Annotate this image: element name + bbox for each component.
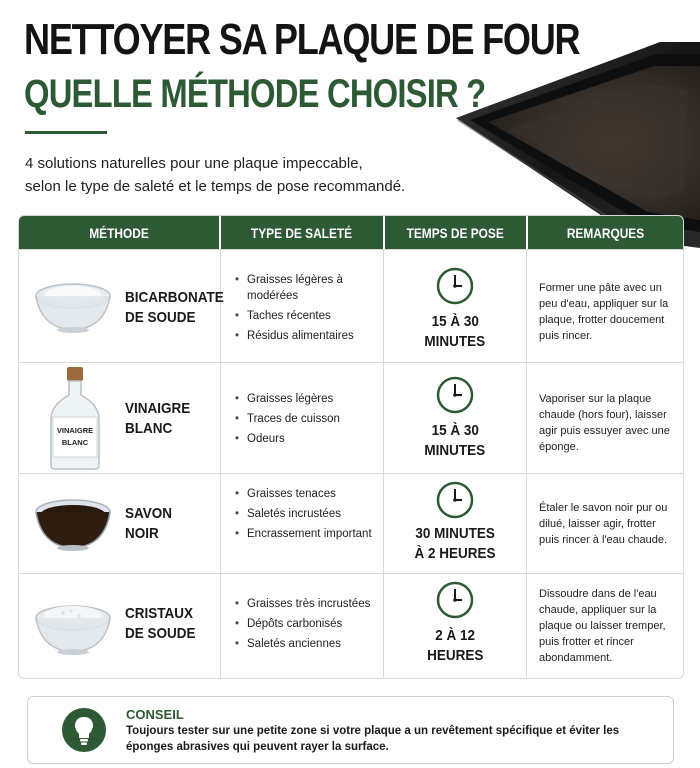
method-name: CRISTAUX DE SOUDE: [125, 605, 196, 642]
table-row: [19, 362, 683, 473]
header-methode: MÉTHODE: [19, 216, 221, 249]
list-item: • Graisses tenaces: [235, 486, 377, 502]
tip-box: [27, 696, 674, 764]
dirt-cell: [221, 363, 384, 473]
time-value: 15 À 30 MINUTES: [424, 313, 486, 350]
list-item: • Saletés incrustées: [235, 506, 377, 522]
remark-text: Former une pâte avec un peu d'eau, appliquer sur la plaque, frotter doucement puis rincer.: [539, 282, 669, 342]
time-value: 30 MINUTES À 2 HEURES: [414, 525, 496, 562]
dirt-list: [235, 272, 377, 348]
remark-cell: [527, 250, 683, 362]
time-cell: [384, 250, 527, 362]
remark-cell: [527, 474, 683, 573]
page-title: NETTOYER SA PLAQUE DE FOUR: [24, 15, 580, 64]
tip-text: Toujours tester sur une petite zone si votre plaque a un revêtement spécifique et éviter les éponges abrasives qui peuvent rayer la surface.: [126, 725, 620, 753]
method-cell: [19, 250, 224, 362]
clock-icon: [435, 266, 475, 306]
washing-soda-bowl-image: [33, 594, 113, 656]
list-item: • Graisses légères: [235, 391, 377, 407]
method-name: BICARBONATE DE SOUDE: [125, 289, 224, 326]
clock-icon: [435, 375, 475, 415]
title-underline: [25, 131, 107, 134]
list-item: • Dépôts carbonisés: [235, 616, 377, 632]
header-type-salete: TYPE DE SALETÉ: [221, 216, 385, 249]
bottle-label-line-2: BLANC: [61, 438, 89, 447]
vinegar-bottle-image: [47, 367, 103, 471]
remark-text: Étaler le savon noir pur ou dilué, laisser agir, frotter puis rincer à l'eau chaude.: [539, 502, 668, 546]
lightbulb-icon: [61, 707, 107, 753]
dirt-list: [235, 391, 377, 451]
list-item: • Saletés anciennes: [235, 636, 377, 652]
tip-title: CONSEIL: [126, 707, 184, 722]
list-item: • Odeurs: [235, 431, 377, 447]
time-cell: [384, 474, 527, 573]
intro-line-1: 4 solutions naturelles pour une plaque impeccable,: [25, 155, 363, 172]
header-remarques: REMARQUES: [567, 224, 645, 241]
dirt-cell: [221, 474, 384, 573]
time-cell: [384, 363, 527, 473]
method-cell: [19, 363, 221, 473]
time-cell: [384, 574, 527, 678]
method-cell: [19, 474, 221, 573]
method-name: VINAIGRE BLANC: [125, 400, 191, 437]
dirt-list: [235, 486, 377, 546]
list-item: • Graisses légères à modérées: [235, 272, 377, 304]
table-row: [19, 573, 683, 678]
time-value: 2 À 12 HEURES: [426, 627, 484, 664]
list-item: • Encrassement important: [235, 526, 377, 542]
list-item: • Résidus alimentaires: [235, 328, 377, 344]
list-item: • Traces de cuisson: [235, 411, 377, 427]
table-header: [19, 216, 683, 249]
dirt-cell: [221, 250, 384, 362]
remark-cell: [527, 363, 683, 473]
methods-table: [18, 215, 684, 679]
list-item: • Taches récentes: [235, 308, 377, 324]
method-name: SAVON NOIR: [125, 505, 173, 542]
dirt-list: [235, 596, 377, 656]
dirt-cell: [221, 574, 384, 678]
table-row: [19, 473, 683, 573]
header-temps-pose: TEMPS DE POSE: [385, 216, 529, 249]
intro-text: [25, 152, 425, 198]
table-row: [19, 249, 683, 362]
intro-line-2: selon le type de saleté et le temps de pose recommandé.: [25, 178, 406, 195]
clock-icon: [435, 480, 475, 520]
baking-soda-bowl-image: [33, 272, 113, 334]
page-subtitle-heading: QUELLE MÉTHODE CHOISIR ?: [24, 72, 486, 116]
remark-cell: [527, 574, 683, 678]
clock-icon: [435, 580, 475, 620]
bottle-label-line-1: VINAIGRE: [56, 426, 94, 435]
time-value: 15 À 30 MINUTES: [424, 422, 486, 459]
remark-text: Vaporiser sur la plaque chaude (hors four), laisser agir puis essuyer avec une éponge.: [539, 393, 670, 453]
method-cell: [19, 574, 221, 678]
remark-text: Dissoudre dans de l'eau chaude, appliquer sur la plaque ou laisser tremper, puis frotter et rincer abondamment.: [539, 588, 666, 664]
list-item: • Graisses très incrustées: [235, 596, 377, 612]
black-soap-bowl-image: [33, 492, 113, 554]
